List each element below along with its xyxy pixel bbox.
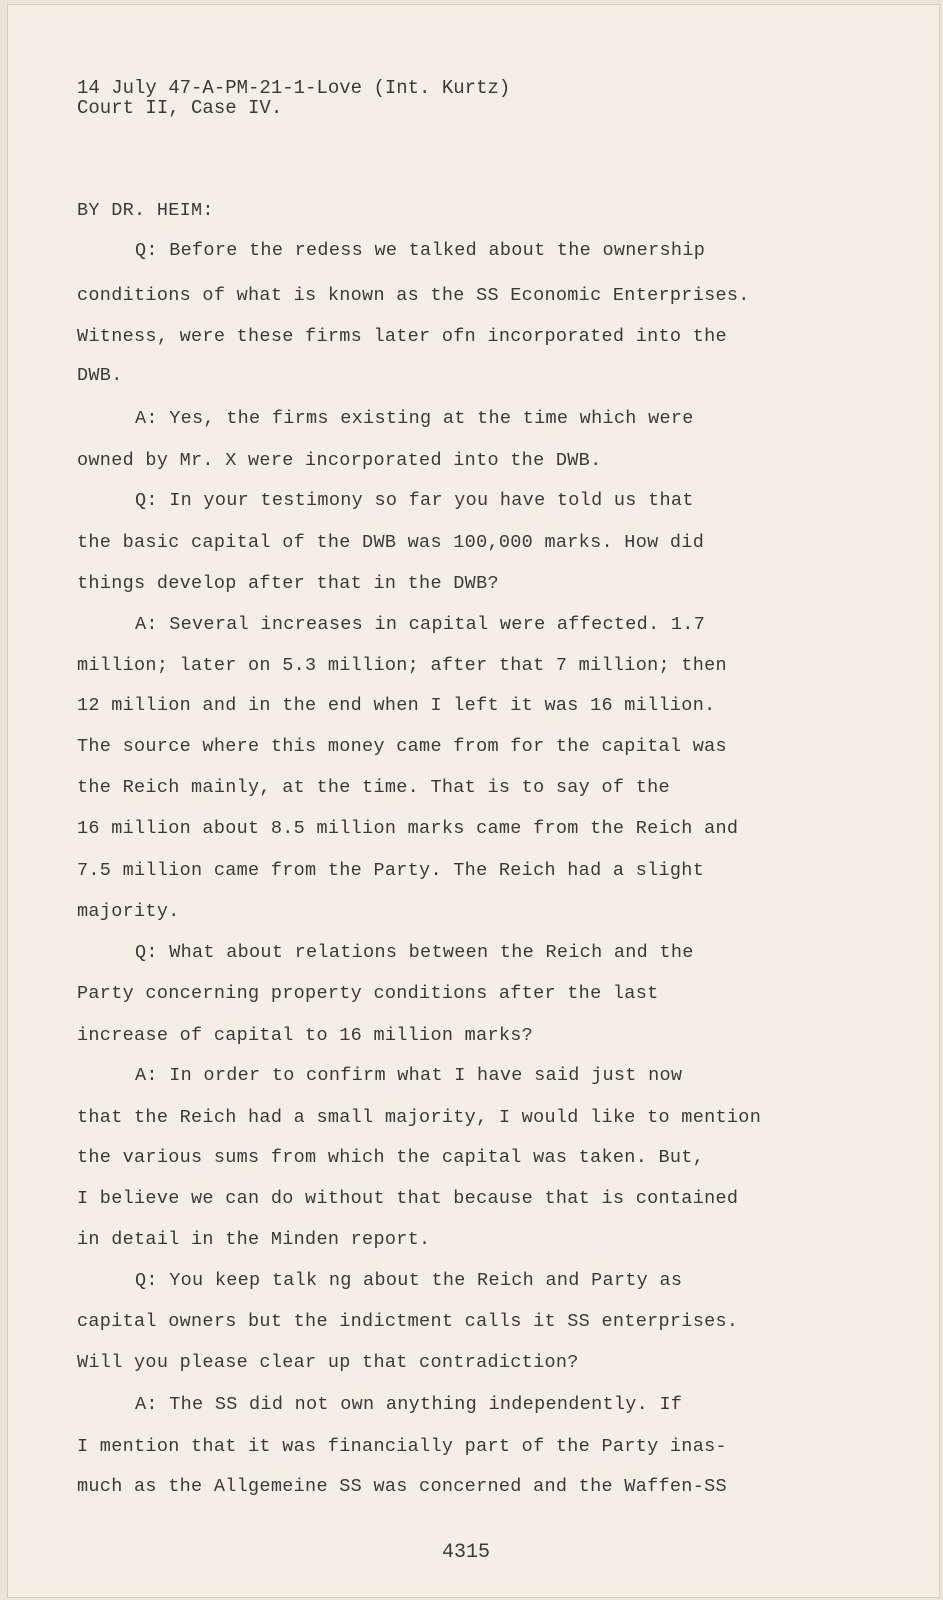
transcript-line: Q: What about relations between the Reich and the xyxy=(135,942,694,963)
transcript-line: Will you please clear up that contradiction? xyxy=(77,1352,579,1373)
transcript-line: Party concerning property conditions after the last xyxy=(77,983,659,1004)
transcript-line: million; later on 5.3 million; after that 7 million; then xyxy=(77,655,727,676)
transcript-line: that the Reich had a small majority, I would like to mention xyxy=(77,1107,762,1128)
transcript-line: much as the Allgemeine SS was concerned and the Waffen-SS xyxy=(77,1476,727,1497)
transcript-line: 7.5 million came from the Party. The Reich had a slight xyxy=(77,860,705,881)
transcript-line: Q: In your testimony so far you have told us that xyxy=(135,490,694,511)
transcript-line: Q: Before the redess we talked about the ownership xyxy=(135,240,706,261)
transcript-line: capital owners but the indictment calls it SS enterprises. xyxy=(77,1311,739,1332)
transcript-line: Q: You keep talk ng about the Reich and Party as xyxy=(135,1270,683,1291)
transcript-line: conditions of what is known as the SS Economic Enterprises. xyxy=(77,285,750,306)
transcript-line: 12 million and in the end when I left it was 16 million. xyxy=(77,695,716,716)
transcript-line: the various sums from which the capital was taken. But, xyxy=(77,1147,705,1168)
transcript-line: A: Yes, the firms existing at the time which were xyxy=(135,408,694,429)
page-number: 4315 xyxy=(442,1541,491,1564)
transcript-line: A: The SS did not own anything independently. If xyxy=(135,1394,683,1415)
transcript-line: A: In order to confirm what I have said just now xyxy=(135,1065,683,1086)
header-line-1: 14 July 47-A-PM-21-1-Love (Int. Kurtz) xyxy=(77,77,511,99)
transcript-line: The source where this money came from for the capital was xyxy=(77,736,727,757)
examiner-label: BY DR. HEIM: xyxy=(77,200,214,221)
header-line-2: Court II, Case IV. xyxy=(77,97,283,119)
transcript-line: I mention that it was financially part of the Party inas- xyxy=(77,1436,727,1457)
transcript-line: owned by Mr. X were incorporated into the DWB. xyxy=(77,450,602,471)
transcript-line: majority. xyxy=(77,901,180,922)
transcript-line: 16 million about 8.5 million marks came from the Reich and xyxy=(77,818,739,839)
transcript-line: I believe we can do without that because that is contained xyxy=(77,1188,739,1209)
transcript-line: DWB. xyxy=(77,365,123,386)
transcript-line: things develop after that in the DWB? xyxy=(77,573,499,594)
transcript-line: A: Several increases in capital were affected. 1.7 xyxy=(135,614,706,635)
transcript-line: the basic capital of the DWB was 100,000 marks. How did xyxy=(77,532,705,553)
transcript-line: in detail in the Minden report. xyxy=(77,1229,431,1250)
transcript-line: Witness, were these firms later ofn incorporated into the xyxy=(77,326,727,347)
transcript-line: the Reich mainly, at the time. That is to say of the xyxy=(77,777,670,798)
transcript-line: increase of capital to 16 million marks? xyxy=(77,1025,534,1046)
